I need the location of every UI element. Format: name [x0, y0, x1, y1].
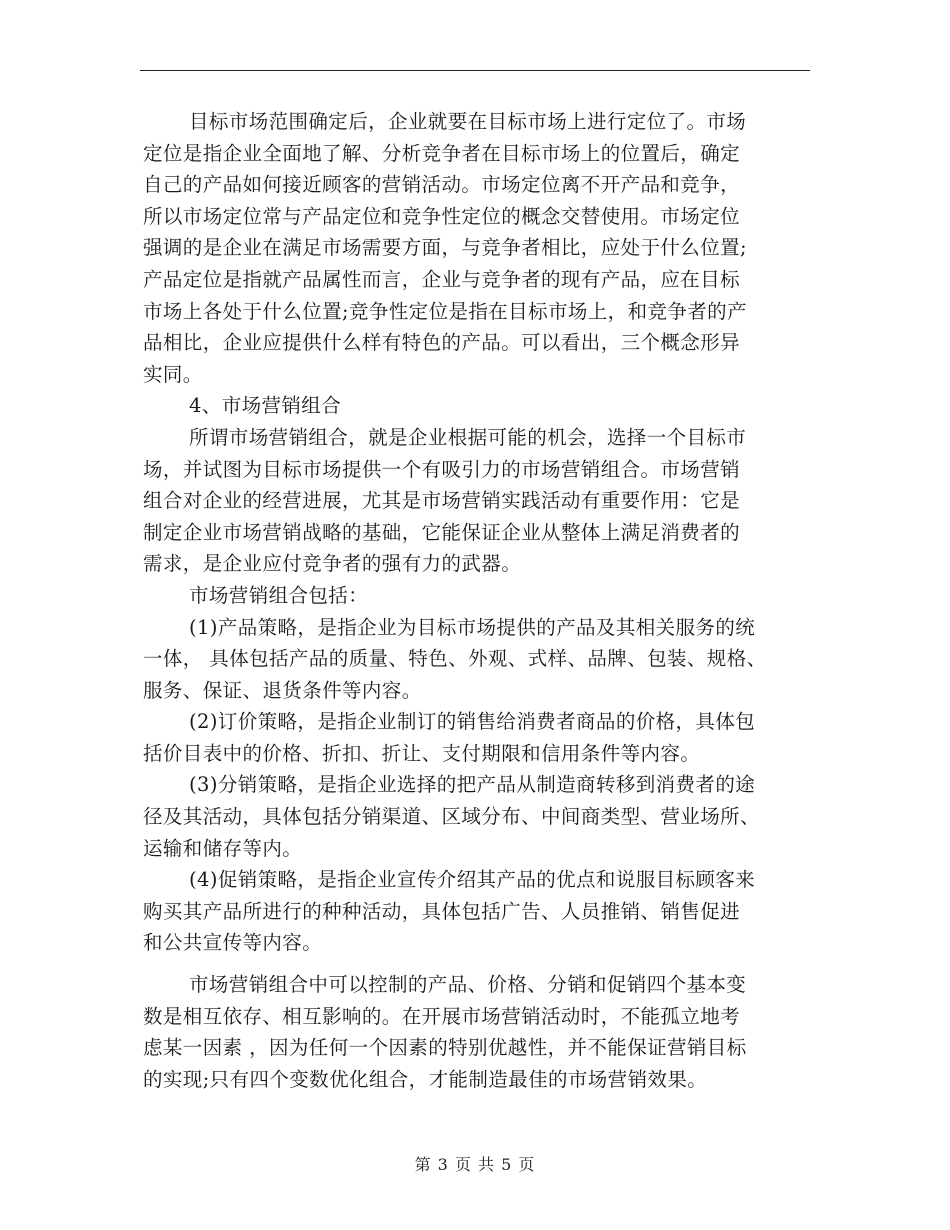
list-item-line: 和公共宣传等内容。 — [143, 931, 323, 955]
text-line: 需求，是企业应付竞争者的强有力的武器。 — [143, 552, 522, 576]
page-body — [143, 106, 811, 1095]
list-item-line: 括价目表中的价格、折扣、折让、支付期限和信用条件等内容。 — [143, 741, 701, 765]
text-line: 虑某一因素 ，因为任何一个因素的特别优越性，并不能保证营销目标 — [143, 1036, 747, 1060]
list-item-line: (2)订价策略，是指企业制订的销售给消费者商品的价格，具体包 — [189, 710, 756, 734]
text-line: 目标市场范围确定后，企业就要在目标市场上进行定位了。市场 — [189, 110, 747, 133]
text-line: 实同。 — [143, 362, 203, 386]
text-line: 市场上各处于什么位置;竞争性定位是指在目标市场上，和竞争者的产 — [143, 299, 747, 323]
text-line: 产品定位是指就产品属性而言，企业与竞争者的现有产品，应在目标 — [143, 267, 741, 291]
text-line: 的实现;只有四个变数优化组合，才能制造最佳的市场营销效果。 — [143, 1067, 708, 1091]
text-line: 强调的是企业在满足市场需要方面，与竞争者相比，应处于什么位置; — [143, 236, 747, 260]
list-item-line: 径及其活动，具体包括分销渠道、区域分布、中间商类型、营业场所、 — [143, 805, 760, 829]
text-line: 所以市场定位常与产品定位和竞争性定位的概念交替使用。市场定位 — [143, 204, 741, 228]
text-line: 定位是指企业全面地了解、分析竞争者在目标市场上的位置后，确定 — [143, 141, 741, 165]
list-item-line: (3)分销策略，是指企业选择的把产品从制造商转移到消费者的途 — [189, 773, 756, 797]
text-line: 组合对企业的经营进展，尤其是市场营销实践活动有重要作用：它是 — [143, 489, 741, 513]
text-line: 市场营销组合包括： — [189, 583, 369, 607]
text-line: 数是相互依存、相互影响的。在开展市场营销活动时，不能孤立地考 — [143, 1004, 741, 1028]
text-line: 市场营销组合中可以控制的产品、价格、分销和促销四个基本变 — [189, 973, 747, 997]
text-line: 制定企业市场营销战略的基础，它能保证企业从整体上满足消费者的 — [143, 520, 741, 544]
list-item-line: 运输和储存等内。 — [143, 836, 303, 860]
list-item-line: 一体， 具体包括产品的质量、特色、外观、式样、品牌、包装、规格、 — [143, 647, 767, 671]
list-item-line: (1)产品策略，是指企业为目标市场提供的产品及其相关服务的统 — [189, 615, 756, 639]
header-rule — [140, 70, 810, 71]
page-footer: 第 3 页 共 5 页 — [414, 1155, 536, 1174]
text-line: 自己的产品如何接近顾客的营销活动。市场定位离不开产品和竞争， — [143, 173, 741, 197]
list-item-line: 服务、保证、退货条件等内容。 — [143, 678, 422, 702]
paragraph-gap — [143, 959, 811, 969]
text-line: 所谓市场营销组合，就是企业根据可能的机会，选择一个目标市 — [189, 425, 747, 449]
list-item-line: 购买其产品所进行的种种活动，具体包括广告、人员推销、销售促进 — [143, 899, 741, 923]
text-line: 场，并试图为目标市场提供一个有吸引力的市场营销组合。市场营销 — [143, 457, 741, 481]
text-line: 品相比，企业应提供什么样有特色的产品。可以看出，三个概念形异 — [143, 331, 741, 355]
list-item-line: (4)促销策略，是指企业宣传介绍其产品的优点和说服目标顾客来 — [189, 868, 756, 892]
section-heading: 4、市场营销组合 — [189, 394, 342, 418]
